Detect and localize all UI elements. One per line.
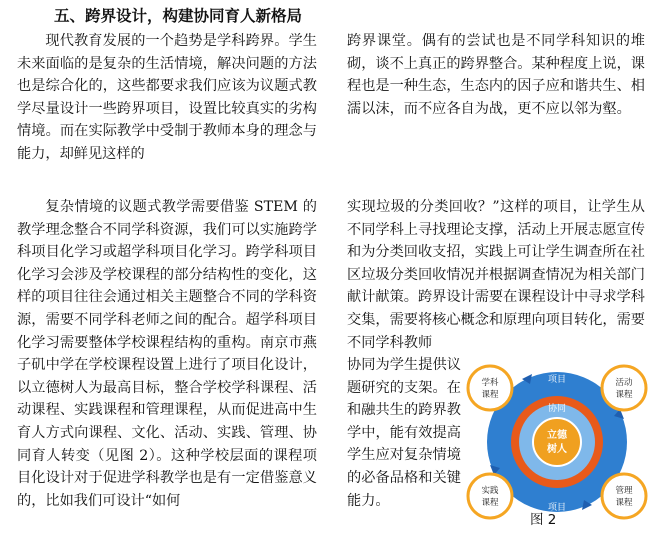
paragraph-figure-wrap: 协同为学生提供议题研究的支架。在和融共生的跨界教学中，能有效提高学生应对复杂情境的必备品格和关键能力。: [347, 357, 461, 509]
paragraph-top-left: 现代教育发展的一个趋势是学科跨界。学生未来面临的是复杂的生活情境，解决问题的方法也是综合化的，这些都要求我们应该为议题式教学尽量设计一些跨界项目，设置比较真实的劣构情境。而在实际教学中受制于教师本身的理念与能力，却鲜见这样的: [17, 33, 317, 162]
paragraph-bottom-right: 实现垃圾的分类回收？”这样的项目，让学生从不同学科上寻找理论支撑，活动上开展志愿宣传和为分类回收支招，实践上可让学生调查所在社区垃圾分类回收情况并根据调查情况为相关部门献计献策。跨界设计需要在课程设计中寻求学科交集，需要将核心概念和原理向项目转化，需要不同学科教师: [347, 199, 645, 351]
svg-text:课程: 课程: [481, 390, 499, 400]
svg-text:课程: 课程: [481, 498, 499, 508]
center-circle: [533, 418, 581, 466]
svg-text:学科: 学科: [481, 378, 499, 388]
svg-text:课程: 课程: [615, 390, 633, 400]
paragraph-bottom-left: 复杂情境的议题式教学需要借鉴 STEM 的教学理念整合不同学科资源，我们可以实施跨学科项目化学习或超学科项目化学习。跨学科项目化学习会涉及学校课程的部分结构性的变化，这样的项目往往会通过相关主题整合不同的学科资源，需要不同学科老师之间的配合。超学科项目化学习需要整体学校课程结构的重构。南京市燕子矶中学在学校课程设置上进行了项目化设计，以立德树人为最高目标，整合学校学科课程、活动课程、实践课程和管理课程，从而促进高中生育人方式向课程、文化、活动、实践、管理、协同育人转变（见图 2）。这种学校层面的课程项目化设计对于促进学科教学也是有一定借鉴意义的，比如我们可设计“如何: [17, 199, 317, 509]
svg-text:实践: 实践: [481, 486, 499, 496]
section-heading: 五、跨界设计，构建协同育人新格局: [54, 7, 303, 25]
outer-ring-label-bottom: 项目: [547, 503, 567, 513]
node-practice-course: [468, 474, 512, 518]
bottom-right-column: [347, 196, 645, 354]
outer-ring-label-top: 项目: [547, 375, 567, 385]
center-label-1: 立德: [547, 430, 567, 441]
figure-2-diagram: [462, 354, 652, 540]
svg-text:活动: 活动: [615, 378, 633, 388]
top-right-column: [347, 30, 645, 120]
svg-text:课程: 课程: [615, 498, 633, 508]
figure-wrap-text: [347, 354, 461, 512]
center-label-2: 树人: [547, 444, 567, 455]
bottom-left-column: [17, 196, 317, 512]
node-subject-course: [468, 366, 512, 410]
top-left-column: [17, 30, 317, 166]
figure-caption: 图 2: [530, 512, 557, 528]
curriculum-ring-diagram: [462, 354, 652, 540]
inner-ring-label: 协同: [547, 404, 567, 414]
svg-text:管理: 管理: [615, 486, 633, 496]
paragraph-top-right: 跨界课堂。偶有的尝试也是不同学科知识的堆砌，谈不上真正的跨界整合。某种程度上说，课程也是一种生态，生态内的因子应和谐共生、相濡以沫，而不应各自为战，更不应以邻为壑。: [347, 33, 645, 117]
node-management-course: [602, 474, 646, 518]
node-activity-course: [602, 366, 646, 410]
